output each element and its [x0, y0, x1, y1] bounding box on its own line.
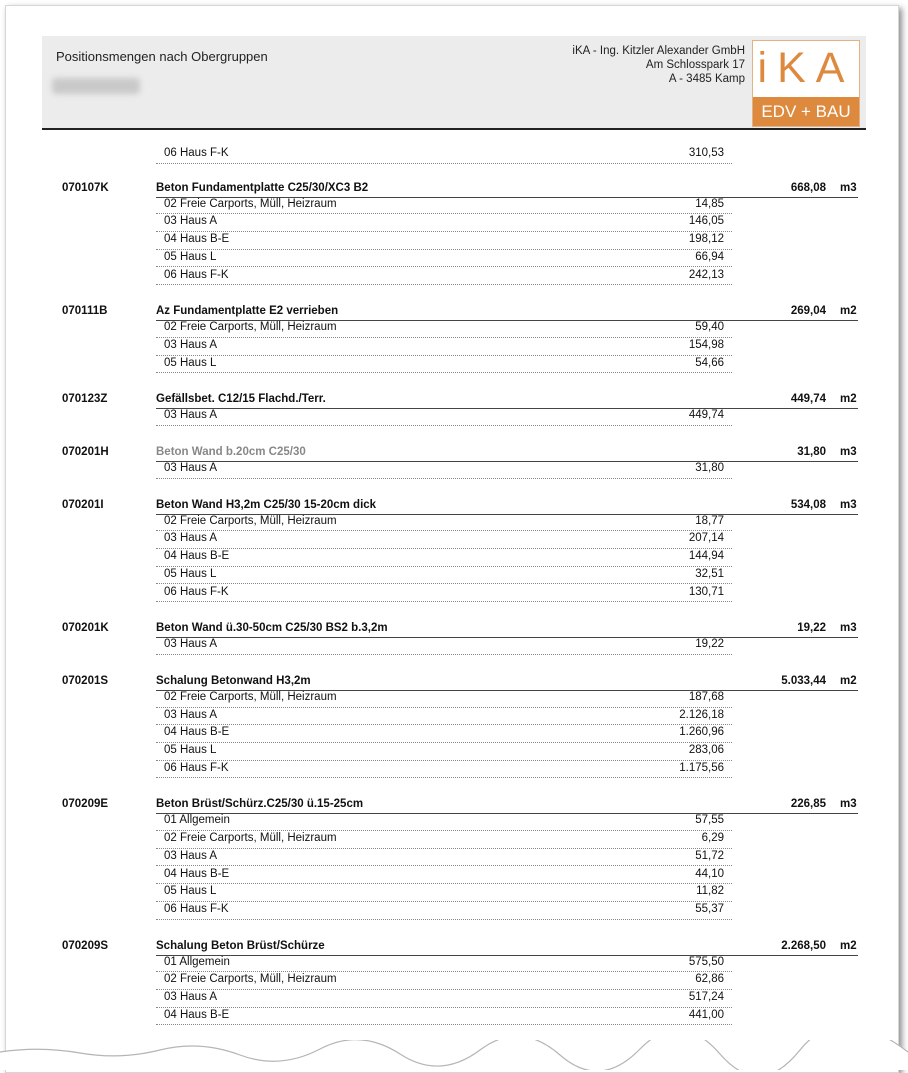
sub-item-label: 03 Haus A	[164, 532, 218, 545]
sub-item-row	[156, 724, 732, 743]
position-unit: m3	[840, 798, 857, 811]
sub-item-quantity: 2.126,18	[679, 708, 724, 721]
sub-item-row	[156, 145, 732, 164]
sub-item-row	[156, 971, 732, 990]
sub-item-label: 03 Haus A	[164, 215, 218, 228]
sub-item-row	[156, 848, 732, 867]
sub-item-quantity: 187,68	[688, 690, 724, 703]
sub-item-quantity: 242,13	[688, 268, 724, 281]
sub-item-row	[156, 989, 732, 1008]
position-title: Beton Wand b.20cm C25/30	[156, 446, 306, 458]
position-number: 070209E	[62, 798, 109, 811]
sub-item-label: 05 Haus L	[164, 356, 217, 369]
sub-item-row	[156, 689, 732, 708]
sub-item-quantity: 441,00	[688, 1008, 724, 1021]
sub-item-label: 06 Haus F-K	[164, 147, 229, 159]
report-title: Positionsmengen nach Obergruppen	[56, 49, 268, 64]
sub-item-quantity: 19,22	[695, 638, 724, 651]
sub-item-label: 01 Allgemein	[164, 814, 230, 827]
sub-item-label: 04 Haus B-E	[164, 550, 230, 563]
position-unit: m2	[840, 393, 857, 406]
position-unit: m3	[840, 446, 857, 458]
position-number: 070201S	[62, 674, 109, 687]
position-title: Schalung Betonwand H3,2m	[156, 674, 311, 687]
sub-item-row	[156, 1007, 732, 1026]
sub-item-quantity: 66,94	[695, 250, 724, 263]
sub-item-row	[156, 530, 732, 549]
sub-item-quantity: 57,55	[695, 814, 724, 827]
sub-item-quantity: 51,72	[695, 849, 724, 862]
sub-item-row	[156, 901, 732, 920]
logo-wordmark: iKA	[757, 44, 855, 92]
position-total: 2.268,50	[781, 939, 826, 952]
sub-item-label: 06 Haus F-K	[164, 585, 229, 598]
sub-item-row	[156, 355, 732, 374]
sub-item-quantity: 59,40	[695, 321, 724, 334]
torn-edge	[0, 1040, 908, 1070]
sub-item-quantity: 1.260,96	[679, 726, 724, 739]
sub-item-label: 02 Freie Carports, Müll, Heizraum	[164, 973, 337, 986]
sub-item-row	[156, 196, 732, 215]
position-title: Beton Brüst/Schürz.C25/30 ü.15-25cm	[156, 798, 364, 811]
company-city: A - 3485 Kamp	[668, 73, 745, 85]
sub-item-quantity: 1.175,56	[679, 761, 724, 774]
report-page	[5, 5, 899, 1073]
sub-item-label: 03 Haus A	[164, 849, 218, 862]
position-number: 070201H	[62, 446, 109, 458]
sub-item-row	[156, 866, 732, 885]
position-total: 5.033,44	[781, 674, 826, 687]
position-number: 070107K	[62, 181, 109, 194]
sub-item-quantity: 517,24	[688, 991, 724, 1003]
position-number: 070201I	[62, 498, 104, 511]
position-unit: m2	[840, 674, 857, 687]
sub-item-label: 06 Haus F-K	[164, 761, 229, 774]
position-unit: m3	[840, 622, 857, 635]
sub-item-row	[156, 760, 732, 779]
position-number: 070209S	[62, 939, 109, 952]
sub-item-row	[156, 337, 732, 356]
sub-item-quantity: 144,94	[688, 550, 724, 563]
sub-item-label: 02 Freie Carports, Müll, Heizraum	[164, 321, 337, 334]
sub-item-row	[156, 707, 732, 726]
position-title: Az Fundamentplatte E2 verrieben	[156, 305, 339, 318]
position-number: 070111B	[62, 305, 108, 318]
sub-item-row	[156, 812, 732, 831]
sub-item-label: 01 Allgemein	[164, 955, 230, 968]
sub-item-label: 04 Haus B-E	[164, 867, 230, 880]
sub-item-quantity: 146,05	[688, 215, 724, 228]
sub-item-label: 06 Haus F-K	[164, 268, 229, 281]
sub-item-label: 05 Haus L	[164, 744, 217, 756]
sub-item-row	[156, 584, 732, 603]
sub-item-label: 04 Haus B-E	[164, 233, 230, 246]
sub-item-label: 04 Haus B-E	[164, 1008, 230, 1021]
sub-item-label: 02 Freie Carports, Müll, Heizraum	[164, 514, 337, 527]
position-total: 31,80	[797, 446, 826, 458]
sub-item-row	[156, 460, 732, 479]
sub-item-quantity: 283,06	[688, 744, 724, 756]
sub-item-quantity: 18,77	[695, 514, 724, 527]
sub-item-row	[156, 742, 732, 761]
sub-item-quantity: 11,82	[696, 885, 724, 898]
sub-item-label: 05 Haus L	[164, 885, 217, 898]
positions-list	[6, 6, 898, 1072]
sub-item-quantity: 55,37	[695, 902, 724, 915]
position-title: Gefällsbet. C12/15 Flachd./Terr.	[156, 393, 326, 406]
sub-item-label: 06 Haus F-K	[164, 902, 229, 915]
sub-item-quantity: 62,86	[695, 973, 724, 986]
sub-item-row	[156, 883, 732, 902]
position-title: Beton Fundamentplatte C25/30/XC3 B2	[156, 181, 369, 194]
position-total: 269,04	[790, 305, 826, 318]
sub-item-quantity: 310,53	[688, 147, 724, 159]
sub-item-label: 02 Freie Carports, Müll, Heizraum	[164, 690, 337, 703]
sub-item-label: 05 Haus L	[164, 567, 217, 580]
position-title: Schalung Beton Brüst/Schürze	[156, 939, 325, 952]
sub-item-quantity: 198,12	[688, 233, 724, 246]
sub-item-label: 02 Freie Carports, Müll, Heizraum	[164, 197, 337, 210]
sub-item-quantity: 31,80	[695, 462, 724, 474]
sub-item-quantity: 6,29	[701, 832, 724, 845]
sub-item-quantity: 207,14	[688, 532, 724, 545]
position-total: 19,22	[797, 622, 826, 635]
sub-item-row	[156, 231, 732, 250]
sub-item-quantity: 154,98	[688, 338, 724, 351]
sub-item-label: 03 Haus A	[164, 409, 218, 422]
position-unit: m2	[840, 939, 857, 952]
position-unit: m3	[840, 181, 857, 194]
sub-item-quantity: 32,51	[695, 567, 724, 580]
sub-item-quantity: 130,71	[688, 585, 724, 598]
sub-item-label: 04 Haus B-E	[164, 726, 230, 739]
sub-item-row	[156, 249, 732, 268]
position-unit: m3	[840, 498, 857, 511]
company-name: iKA - Ing. Kitzler Alexander GmbH	[572, 45, 745, 57]
sub-item-label: 05 Haus L	[164, 250, 217, 263]
sub-item-row	[156, 407, 732, 426]
sub-item-row	[156, 513, 732, 532]
sub-item-quantity: 54,66	[695, 356, 724, 369]
sub-item-quantity: 14,85	[695, 197, 724, 210]
logo-tagline: EDV + BAU	[753, 97, 859, 126]
sub-item-row	[156, 830, 732, 849]
sub-item-label: 03 Haus A	[164, 338, 218, 351]
sub-item-row	[156, 319, 732, 338]
sub-item-row	[156, 267, 732, 286]
position-number: 070201K	[62, 622, 109, 635]
sub-item-row	[156, 213, 732, 232]
position-title: Beton Wand H3,2m C25/30 15-20cm dick	[156, 498, 377, 511]
position-total: 449,74	[790, 393, 826, 406]
position-total: 534,08	[790, 498, 826, 511]
company-street: Am Schlosspark 17	[645, 59, 745, 71]
sub-item-label: 02 Freie Carports, Müll, Heizraum	[164, 832, 337, 845]
position-unit: m2	[840, 305, 857, 318]
sub-item-label: 03 Haus A	[164, 991, 218, 1003]
sub-item-row	[156, 636, 732, 655]
position-total: 668,08	[790, 181, 826, 194]
sub-item-label: 03 Haus A	[164, 462, 218, 474]
sub-item-quantity: 44,10	[695, 867, 724, 880]
sub-item-label: 03 Haus A	[164, 708, 218, 721]
sub-item-row	[156, 954, 732, 973]
sub-item-row	[156, 566, 732, 585]
sub-item-row	[156, 548, 732, 567]
sub-item-quantity: 449,74	[688, 409, 724, 422]
sub-item-quantity: 575,50	[688, 955, 724, 968]
sub-item-label: 03 Haus A	[164, 638, 218, 651]
position-title: Beton Wand ü.30-50cm C25/30 BS2 b.3,2m	[156, 622, 388, 635]
position-total: 226,85	[790, 798, 826, 811]
position-number: 070123Z	[62, 393, 108, 406]
